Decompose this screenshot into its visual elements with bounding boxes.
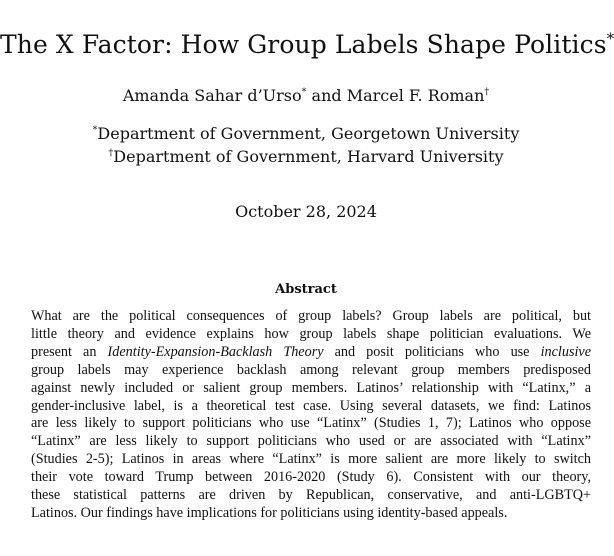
author-name: Amanda Sahar d’Urso <box>122 86 302 105</box>
abstract-emphasis: inclusive <box>540 343 592 360</box>
affiliation-line <box>0 124 612 143</box>
abstract-text: (Studies 2-5); Latinos in areas where “Latinx” is more salient are more likely to switch <box>31 451 591 468</box>
affiliation-text: Department of Government, Georgetown University <box>97 124 520 143</box>
abstract-body <box>31 308 591 523</box>
author-footnote-mark: * <box>301 86 307 98</box>
abstract-text: these statistical patterns are driven by Republican, conservative, and anti-LGBTQ+ <box>31 487 591 504</box>
abstract-line <box>31 505 591 523</box>
abstract-text: their vote toward Trump between 2016-2020 (Study 6). Consistent with our theory, <box>31 469 591 486</box>
abstract-line <box>31 362 591 380</box>
abstract-line <box>31 380 591 398</box>
author-line <box>0 86 612 105</box>
abstract-line <box>31 308 591 326</box>
abstract-text: gender-inclusive label, is a theoretical test case. Using several datasets, we find: Latinos <box>31 397 591 414</box>
paper-title <box>0 30 612 59</box>
paper-date: October 28, 2024 <box>235 202 377 221</box>
abstract-line <box>31 487 591 505</box>
affiliation-footnote-mark: * <box>92 124 98 136</box>
abstract-line <box>31 398 591 416</box>
authors-joiner: and <box>306 86 347 105</box>
abstract-text: and posit politicians who use <box>323 343 541 360</box>
title-footnote-mark: * <box>606 29 614 48</box>
abstract-text: Latinos. Our findings have implications for politicians using identity-based appeals. <box>31 504 508 521</box>
abstract-text: What are the political consequences of group labels? Group labels are political, but <box>31 308 591 324</box>
paper-title-text: The X Factor: How Group Labels Shape Politics <box>0 30 607 59</box>
abstract-text: present an <box>31 343 108 360</box>
abstract-heading: Abstract <box>275 282 337 297</box>
abstract-emphasis: Identity-Expansion-Backlash Theory <box>107 343 324 360</box>
abstract-line <box>31 344 591 362</box>
abstract-line <box>31 415 591 433</box>
affiliation-text: Department of Government, Harvard University <box>113 147 504 166</box>
author-name: Marcel F. Roman <box>346 86 485 105</box>
abstract-line <box>31 451 591 469</box>
affiliation-footnote-mark: † <box>108 147 114 159</box>
abstract-text: against newly included or salient group members. Latinos’ relationship with “Latinx,” a <box>31 379 591 396</box>
abstract-line <box>31 469 591 487</box>
abstract-text: little theory and evidence explains how group labels shape politician evaluations. We <box>31 325 591 342</box>
abstract-text: are less likely to support politicians who use “Latinx” (Studies 1, 7); Latinos who oppose <box>31 415 591 432</box>
abstract-text: “Latinx” are less likely to support politicians who used or are associated with “Latinx” <box>31 433 591 450</box>
abstract-line <box>31 433 591 451</box>
affiliation-line <box>0 147 612 166</box>
author-footnote-mark: † <box>484 86 490 98</box>
abstract-line <box>31 326 591 344</box>
abstract-text: group labels may experience backlash among relevant group members predisposed <box>31 361 591 378</box>
